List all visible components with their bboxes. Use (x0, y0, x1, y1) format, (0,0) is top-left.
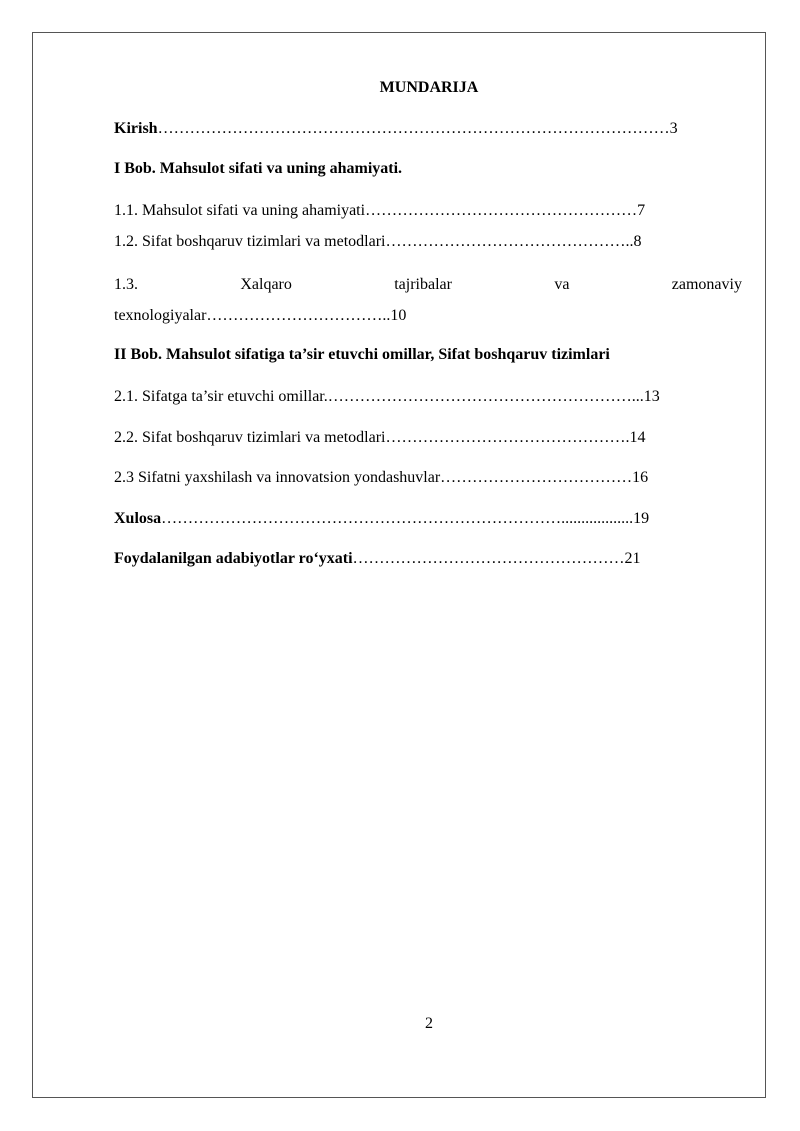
toc-entry-label: Kirish (114, 120, 158, 137)
page-number: 2 (425, 1015, 433, 1032)
toc-word: Xalqaro (240, 276, 292, 293)
toc-entry-1-3-continuation[interactable]: texnologiyalar……………………………..10 (114, 307, 407, 324)
toc-entry-label: Xulosa (114, 510, 162, 527)
toc-entry-references[interactable] (114, 549, 641, 569)
toc-entry-leader: …………………………………………………………………..................19 (161, 510, 650, 527)
toc-word: zamonaviy (671, 276, 742, 293)
toc-entry-kirish[interactable] (114, 119, 678, 139)
toc-entry-xulosa[interactable] (114, 509, 649, 529)
toc-entry-2-3[interactable]: 2.3 Sifatni yaxshilash va innovatsion yondashuvlar………………………………16 (114, 469, 649, 486)
toc-entry-2-2[interactable]: 2.2. Sifat boshqaruv tizimlari va metodlari……………………………………….14 (114, 429, 646, 446)
toc-word: tajribalar (394, 276, 452, 293)
toc-entry-label: Foydalanilgan adabiyotlar ro‘yxati (114, 550, 353, 567)
toc-entry-1-3[interactable] (114, 275, 742, 295)
toc-entry-leader: ……………………………………………………………………………………3 (157, 120, 678, 137)
document-title: MUNDARIJA (379, 79, 479, 96)
toc-word: 1.3. (114, 276, 138, 293)
chapter-heading-2[interactable]: II Bob. Mahsulot sifatiga ta’sir etuvchi omillar, Sifat boshqaruv tizimlari (114, 346, 610, 363)
toc-entry-1-1[interactable]: 1.1. Mahsulot sifati va uning ahamiyati……………………………………………7 (114, 202, 646, 219)
toc-entry-1-2[interactable]: 1.2. Sifat boshqaruv tizimlari va metodlari………………………………………..8 (114, 233, 642, 250)
chapter-heading-1[interactable]: I Bob. Mahsulot sifati va uning ahamiyati. (114, 160, 403, 177)
toc-entry-2-1[interactable]: 2.1. Sifatga ta’sir etuvchi omillar.…………………………………………………...13 (114, 388, 660, 405)
toc-word: va (554, 276, 570, 293)
toc-entry-leader: ……………………………………………21 (352, 550, 641, 567)
